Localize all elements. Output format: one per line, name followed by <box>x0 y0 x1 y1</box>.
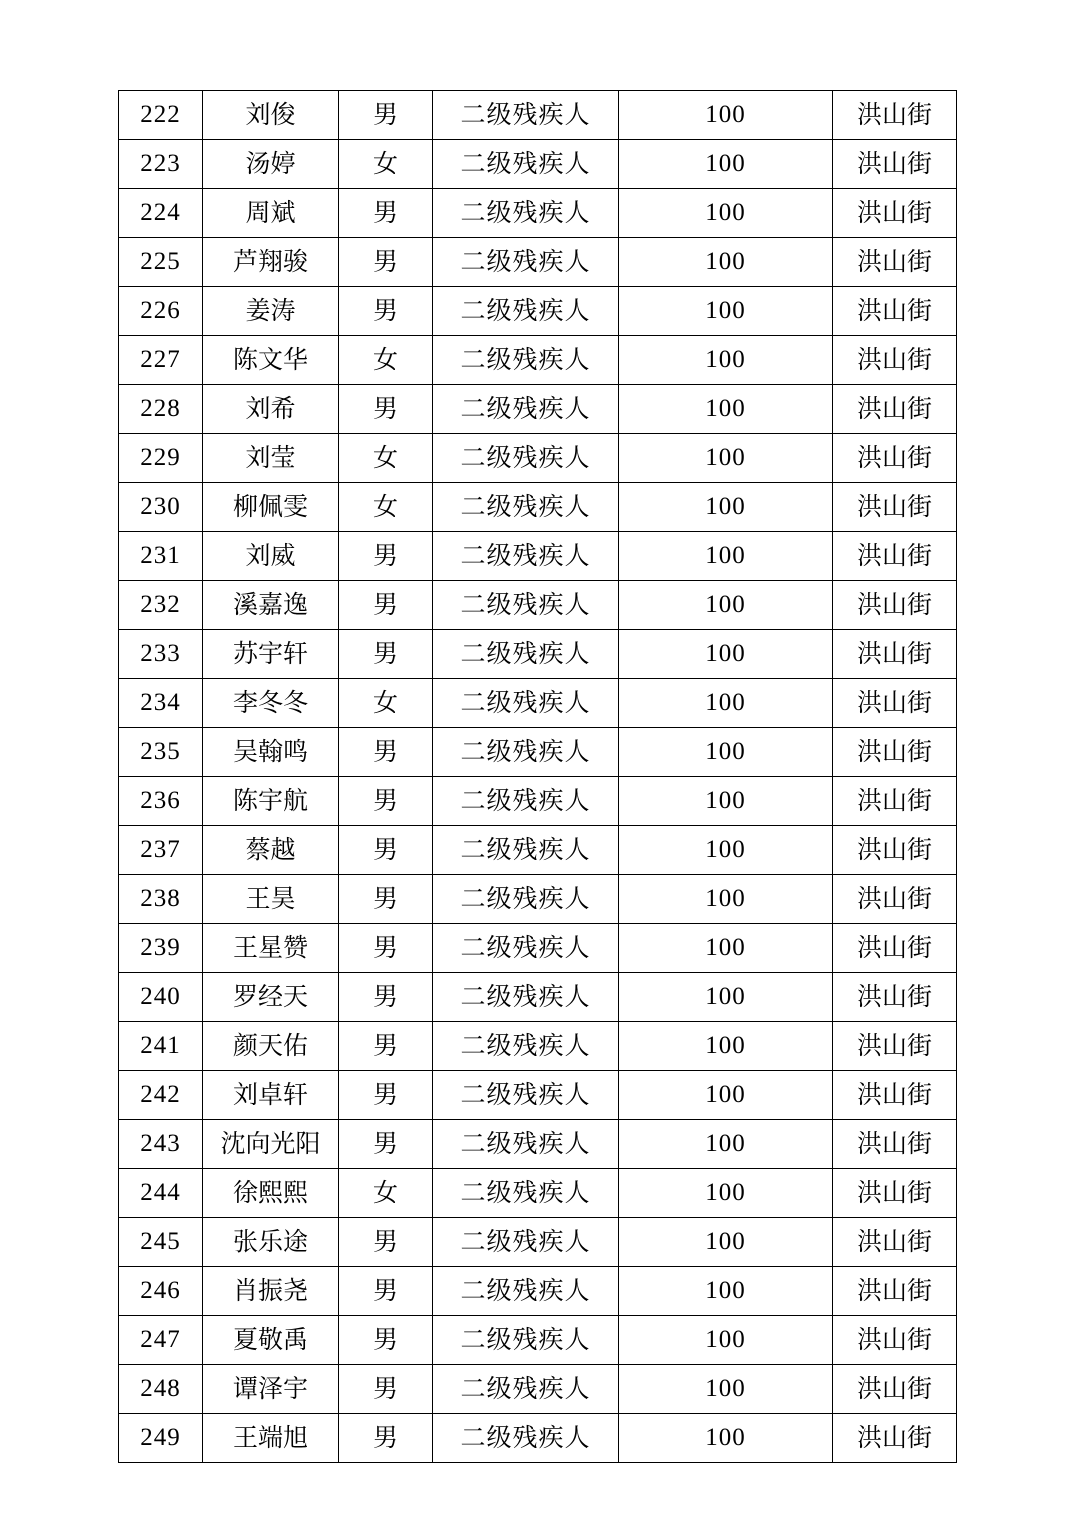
cell-type: 二级残疾人 <box>433 532 619 581</box>
cell-area: 洪山街 <box>833 336 957 385</box>
cell-sex: 男 <box>339 728 433 777</box>
cell-amount: 100 <box>619 826 833 875</box>
roster-table-body <box>119 91 957 1463</box>
cell-area: 洪山街 <box>833 1267 957 1316</box>
roster-table <box>118 90 957 1463</box>
table-row <box>119 238 957 287</box>
cell-type: 二级残疾人 <box>433 924 619 973</box>
cell-amount: 100 <box>619 287 833 336</box>
cell-type: 二级残疾人 <box>433 973 619 1022</box>
cell-index: 245 <box>119 1218 203 1267</box>
cell-amount: 100 <box>619 1414 833 1463</box>
cell-area: 洪山街 <box>833 777 957 826</box>
cell-amount: 100 <box>619 434 833 483</box>
cell-sex: 女 <box>339 434 433 483</box>
cell-name: 吴翰鸣 <box>203 728 339 777</box>
cell-area: 洪山街 <box>833 91 957 140</box>
cell-sex: 男 <box>339 385 433 434</box>
cell-area: 洪山街 <box>833 679 957 728</box>
cell-name: 王星赞 <box>203 924 339 973</box>
cell-amount: 100 <box>619 483 833 532</box>
cell-amount: 100 <box>619 581 833 630</box>
table-row <box>119 1267 957 1316</box>
cell-area: 洪山街 <box>833 875 957 924</box>
cell-type: 二级残疾人 <box>433 728 619 777</box>
cell-type: 二级残疾人 <box>433 1267 619 1316</box>
cell-type: 二级残疾人 <box>433 777 619 826</box>
cell-sex: 女 <box>339 336 433 385</box>
cell-area: 洪山街 <box>833 140 957 189</box>
table-row <box>119 777 957 826</box>
cell-index: 235 <box>119 728 203 777</box>
cell-type: 二级残疾人 <box>433 1022 619 1071</box>
cell-name: 周斌 <box>203 189 339 238</box>
cell-sex: 女 <box>339 140 433 189</box>
cell-sex: 女 <box>339 1169 433 1218</box>
cell-sex: 男 <box>339 875 433 924</box>
cell-area: 洪山街 <box>833 728 957 777</box>
cell-type: 二级残疾人 <box>433 679 619 728</box>
cell-name: 柳佩雯 <box>203 483 339 532</box>
cell-sex: 男 <box>339 532 433 581</box>
table-row <box>119 1071 957 1120</box>
table-row <box>119 140 957 189</box>
cell-amount: 100 <box>619 1267 833 1316</box>
cell-index: 230 <box>119 483 203 532</box>
table-row <box>119 1365 957 1414</box>
cell-name: 沈向光阳 <box>203 1120 339 1169</box>
cell-amount: 100 <box>619 336 833 385</box>
cell-name: 苏宇轩 <box>203 630 339 679</box>
cell-sex: 男 <box>339 1120 433 1169</box>
cell-index: 236 <box>119 777 203 826</box>
cell-type: 二级残疾人 <box>433 1365 619 1414</box>
cell-index: 241 <box>119 1022 203 1071</box>
table-row <box>119 1120 957 1169</box>
cell-name: 夏敬禹 <box>203 1316 339 1365</box>
cell-name: 罗经天 <box>203 973 339 1022</box>
cell-sex: 男 <box>339 777 433 826</box>
cell-index: 231 <box>119 532 203 581</box>
table-row <box>119 875 957 924</box>
cell-index: 229 <box>119 434 203 483</box>
cell-sex: 男 <box>339 238 433 287</box>
cell-name: 谭泽宇 <box>203 1365 339 1414</box>
cell-area: 洪山街 <box>833 1365 957 1414</box>
cell-type: 二级残疾人 <box>433 1071 619 1120</box>
cell-index: 228 <box>119 385 203 434</box>
table-row <box>119 336 957 385</box>
cell-sex: 男 <box>339 287 433 336</box>
cell-name: 芦翔骏 <box>203 238 339 287</box>
cell-index: 223 <box>119 140 203 189</box>
cell-area: 洪山街 <box>833 1414 957 1463</box>
cell-type: 二级残疾人 <box>433 1414 619 1463</box>
cell-type: 二级残疾人 <box>433 140 619 189</box>
cell-area: 洪山街 <box>833 483 957 532</box>
cell-name: 张乐途 <box>203 1218 339 1267</box>
table-row <box>119 581 957 630</box>
cell-sex: 男 <box>339 581 433 630</box>
cell-name: 姜涛 <box>203 287 339 336</box>
cell-name: 李冬冬 <box>203 679 339 728</box>
cell-area: 洪山街 <box>833 287 957 336</box>
table-row <box>119 483 957 532</box>
cell-amount: 100 <box>619 924 833 973</box>
cell-sex: 男 <box>339 1316 433 1365</box>
cell-amount: 100 <box>619 973 833 1022</box>
cell-index: 225 <box>119 238 203 287</box>
table-row <box>119 1022 957 1071</box>
cell-area: 洪山街 <box>833 385 957 434</box>
cell-sex: 男 <box>339 1071 433 1120</box>
cell-index: 242 <box>119 1071 203 1120</box>
cell-name: 刘希 <box>203 385 339 434</box>
cell-name: 刘莹 <box>203 434 339 483</box>
cell-area: 洪山街 <box>833 973 957 1022</box>
cell-sex: 男 <box>339 1022 433 1071</box>
cell-amount: 100 <box>619 1365 833 1414</box>
cell-amount: 100 <box>619 238 833 287</box>
cell-amount: 100 <box>619 91 833 140</box>
cell-index: 224 <box>119 189 203 238</box>
cell-name: 肖振尧 <box>203 1267 339 1316</box>
cell-amount: 100 <box>619 385 833 434</box>
cell-index: 247 <box>119 1316 203 1365</box>
cell-type: 二级残疾人 <box>433 483 619 532</box>
cell-area: 洪山街 <box>833 1316 957 1365</box>
cell-index: 246 <box>119 1267 203 1316</box>
cell-amount: 100 <box>619 1071 833 1120</box>
cell-type: 二级残疾人 <box>433 189 619 238</box>
cell-amount: 100 <box>619 1120 833 1169</box>
cell-type: 二级残疾人 <box>433 238 619 287</box>
cell-sex: 男 <box>339 973 433 1022</box>
cell-area: 洪山街 <box>833 1071 957 1120</box>
cell-type: 二级残疾人 <box>433 1120 619 1169</box>
cell-sex: 男 <box>339 826 433 875</box>
table-row <box>119 1316 957 1365</box>
table-row <box>119 679 957 728</box>
cell-amount: 100 <box>619 532 833 581</box>
cell-area: 洪山街 <box>833 189 957 238</box>
cell-area: 洪山街 <box>833 434 957 483</box>
cell-index: 226 <box>119 287 203 336</box>
table-row <box>119 189 957 238</box>
cell-type: 二级残疾人 <box>433 434 619 483</box>
cell-amount: 100 <box>619 679 833 728</box>
cell-type: 二级残疾人 <box>433 581 619 630</box>
cell-amount: 100 <box>619 1316 833 1365</box>
table-row <box>119 91 957 140</box>
cell-type: 二级残疾人 <box>433 91 619 140</box>
cell-sex: 男 <box>339 630 433 679</box>
cell-sex: 女 <box>339 679 433 728</box>
cell-type: 二级残疾人 <box>433 1218 619 1267</box>
cell-area: 洪山街 <box>833 1218 957 1267</box>
cell-area: 洪山街 <box>833 826 957 875</box>
cell-type: 二级残疾人 <box>433 826 619 875</box>
table-row <box>119 532 957 581</box>
cell-index: 244 <box>119 1169 203 1218</box>
table-row <box>119 728 957 777</box>
cell-type: 二级残疾人 <box>433 1169 619 1218</box>
cell-sex: 男 <box>339 91 433 140</box>
cell-index: 222 <box>119 91 203 140</box>
table-row <box>119 1414 957 1463</box>
cell-name: 颜天佑 <box>203 1022 339 1071</box>
cell-name: 刘俊 <box>203 91 339 140</box>
cell-name: 汤婷 <box>203 140 339 189</box>
cell-area: 洪山街 <box>833 532 957 581</box>
cell-area: 洪山街 <box>833 581 957 630</box>
cell-area: 洪山街 <box>833 1022 957 1071</box>
table-row <box>119 973 957 1022</box>
cell-type: 二级残疾人 <box>433 630 619 679</box>
cell-amount: 100 <box>619 777 833 826</box>
cell-amount: 100 <box>619 728 833 777</box>
cell-amount: 100 <box>619 140 833 189</box>
cell-area: 洪山街 <box>833 238 957 287</box>
table-row <box>119 826 957 875</box>
cell-amount: 100 <box>619 875 833 924</box>
cell-sex: 男 <box>339 1218 433 1267</box>
cell-sex: 男 <box>339 189 433 238</box>
cell-sex: 男 <box>339 1267 433 1316</box>
cell-name: 刘卓轩 <box>203 1071 339 1120</box>
cell-amount: 100 <box>619 1022 833 1071</box>
cell-sex: 男 <box>339 1365 433 1414</box>
table-row <box>119 434 957 483</box>
cell-index: 248 <box>119 1365 203 1414</box>
cell-area: 洪山街 <box>833 630 957 679</box>
cell-index: 243 <box>119 1120 203 1169</box>
cell-amount: 100 <box>619 1218 833 1267</box>
cell-name: 溪嘉逸 <box>203 581 339 630</box>
cell-amount: 100 <box>619 630 833 679</box>
cell-index: 238 <box>119 875 203 924</box>
table-row <box>119 1218 957 1267</box>
cell-type: 二级残疾人 <box>433 336 619 385</box>
cell-area: 洪山街 <box>833 1169 957 1218</box>
cell-name: 王昊 <box>203 875 339 924</box>
cell-type: 二级残疾人 <box>433 1316 619 1365</box>
cell-index: 227 <box>119 336 203 385</box>
cell-type: 二级残疾人 <box>433 385 619 434</box>
cell-index: 233 <box>119 630 203 679</box>
cell-name: 王端旭 <box>203 1414 339 1463</box>
cell-index: 249 <box>119 1414 203 1463</box>
cell-name: 陈文华 <box>203 336 339 385</box>
cell-name: 刘威 <box>203 532 339 581</box>
cell-sex: 女 <box>339 483 433 532</box>
cell-area: 洪山街 <box>833 1120 957 1169</box>
cell-amount: 100 <box>619 189 833 238</box>
cell-index: 234 <box>119 679 203 728</box>
cell-name: 蔡越 <box>203 826 339 875</box>
cell-type: 二级残疾人 <box>433 287 619 336</box>
table-row <box>119 1169 957 1218</box>
cell-index: 232 <box>119 581 203 630</box>
cell-amount: 100 <box>619 1169 833 1218</box>
cell-name: 陈宇航 <box>203 777 339 826</box>
table-row <box>119 630 957 679</box>
cell-area: 洪山街 <box>833 924 957 973</box>
cell-type: 二级残疾人 <box>433 875 619 924</box>
table-row <box>119 924 957 973</box>
table-row <box>119 385 957 434</box>
cell-index: 239 <box>119 924 203 973</box>
table-row <box>119 287 957 336</box>
cell-index: 240 <box>119 973 203 1022</box>
cell-name: 徐熙熙 <box>203 1169 339 1218</box>
cell-index: 237 <box>119 826 203 875</box>
cell-sex: 男 <box>339 1414 433 1463</box>
cell-sex: 男 <box>339 924 433 973</box>
